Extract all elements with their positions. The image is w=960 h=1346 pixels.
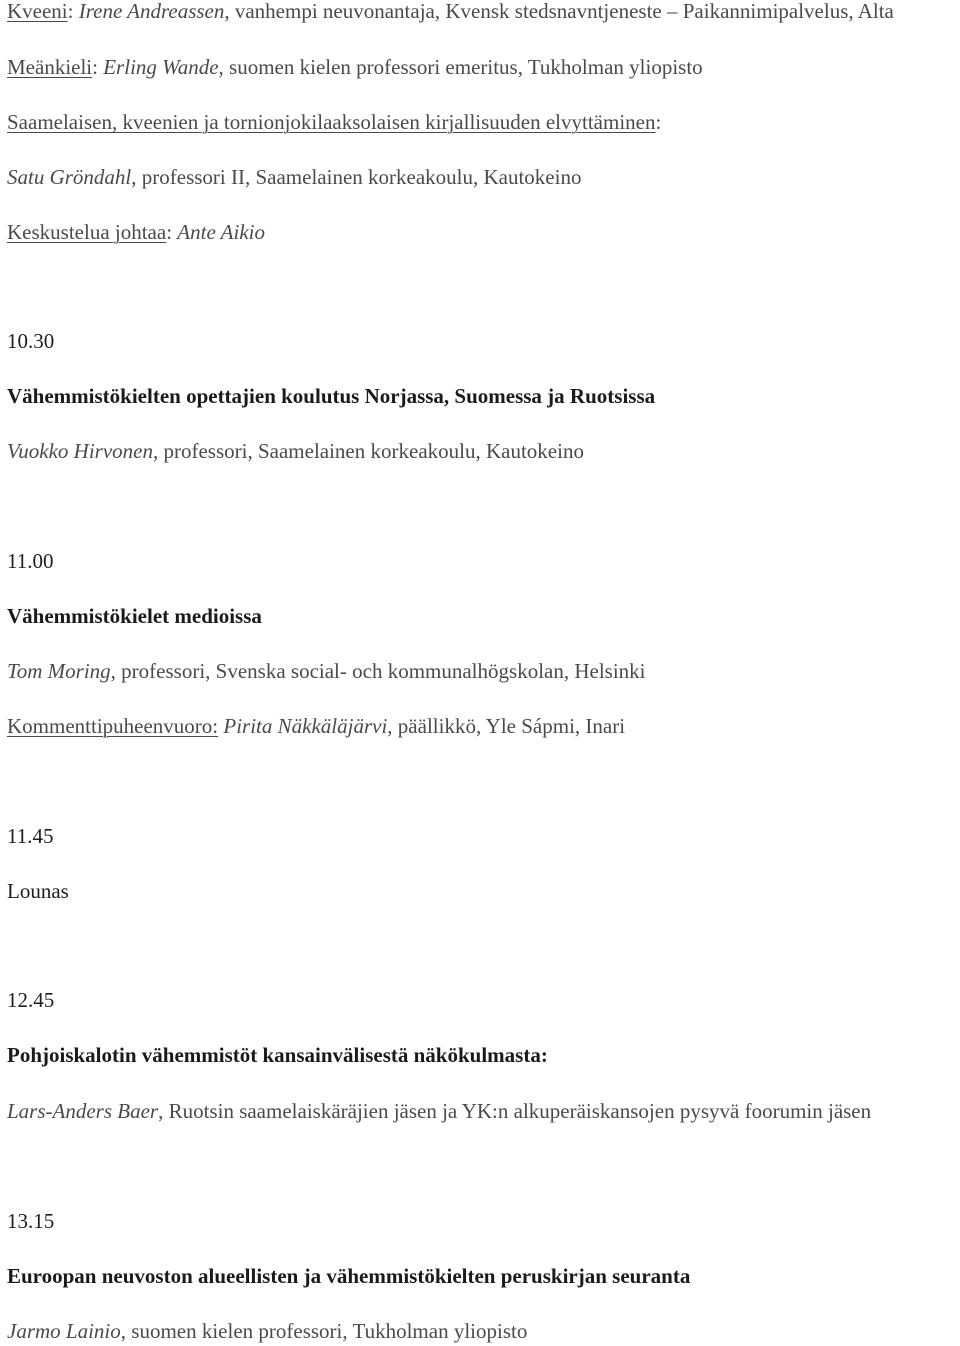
session-title-lunch: Lounas (7, 879, 69, 903)
speaker-affiliation: , päällikkö, Yle Sápmi, Inari (387, 714, 626, 738)
speaker-line-grondahl (7, 162, 952, 192)
language-label: Meänkieli (7, 55, 93, 79)
session-time: 10.30 (7, 329, 55, 353)
session-time: 11.45 (7, 824, 54, 848)
language-label: Kveeni (7, 0, 68, 23)
speaker-affiliation: , suomen kielen professori, Tukholman yliopisto (120, 1319, 528, 1343)
comment-line (7, 711, 952, 741)
speaker-name: Satu Gröndahl (7, 165, 132, 189)
speaker-name: Erling Wande (103, 55, 219, 79)
speaker-line-meankieli (7, 52, 952, 82)
session-time: 11.00 (7, 549, 54, 573)
speaker-affiliation: , professori, Saamelainen korkeakoulu, Kautokeino (152, 439, 584, 463)
speaker-line-moring (7, 656, 952, 686)
moderator-name: Ante Aikio (177, 220, 265, 244)
separator: : (655, 110, 662, 134)
comment-label: Kommenttipuheenvuoro: (7, 714, 219, 738)
speaker-affiliation: , suomen kielen professori emeritus, Tukholman yliopisto (218, 55, 703, 79)
speaker-affiliation: , professori, Svenska social- och kommunalhögskolan, Helsinki (110, 659, 646, 683)
session-time: 12.45 (7, 988, 55, 1012)
moderator-label: Keskustelua johtaa (7, 220, 167, 244)
session-time: 13.15 (7, 1209, 55, 1233)
separator: : (92, 55, 104, 79)
session-title: Pohjoiskalotin vähemmistöt kansainvälisestä näkökulmasta: (7, 1043, 548, 1067)
speaker-affiliation: , professori II, Saamelainen korkeakoulu, Kautokeino (131, 165, 582, 189)
speaker-line-lainio (7, 1316, 952, 1346)
topic-label: Saamelaisen, kveenien ja tornionjokilaaksolaisen kirjallisuuden elvyttäminen (7, 110, 656, 134)
speaker-name: Lars-Anders Baer (7, 1099, 159, 1123)
speaker-line-kveeni (7, 0, 952, 26)
separator: : (166, 220, 178, 244)
session-title: Vähemmistökielet medioissa (7, 604, 262, 628)
speaker-name: Tom Moring (7, 659, 111, 683)
speaker-name: Vuokko Hirvonen (7, 439, 153, 463)
speaker-name: Irene Andreassen (78, 0, 225, 23)
session-title: Vähemmistökielten opettajien koulutus Norjassa, Suomessa ja Ruotsissa (7, 384, 656, 408)
session-title: Euroopan neuvoston alueellisten ja vähemmistökielten peruskirjan seuranta (7, 1264, 691, 1288)
speaker-affiliation: , vanhempi neuvonantaja, Kvensk stedsnavntjeneste – Paikannimipalvelus, Alta (224, 0, 894, 23)
speaker-affiliation: , Ruotsin saamelaiskäräjien jäsen ja YK:n alkuperäiskansojen pysyvä foorumin jäsen (158, 1099, 872, 1123)
separator: : (67, 0, 79, 23)
speaker-line-hirvonen (7, 436, 952, 466)
topic-line-literature (7, 107, 952, 137)
moderator-line (7, 217, 952, 247)
speaker-line-baer (7, 1096, 952, 1126)
speaker-name: Pirita Näkkäläjärvi (223, 714, 388, 738)
speaker-name: Jarmo Lainio (7, 1319, 121, 1343)
